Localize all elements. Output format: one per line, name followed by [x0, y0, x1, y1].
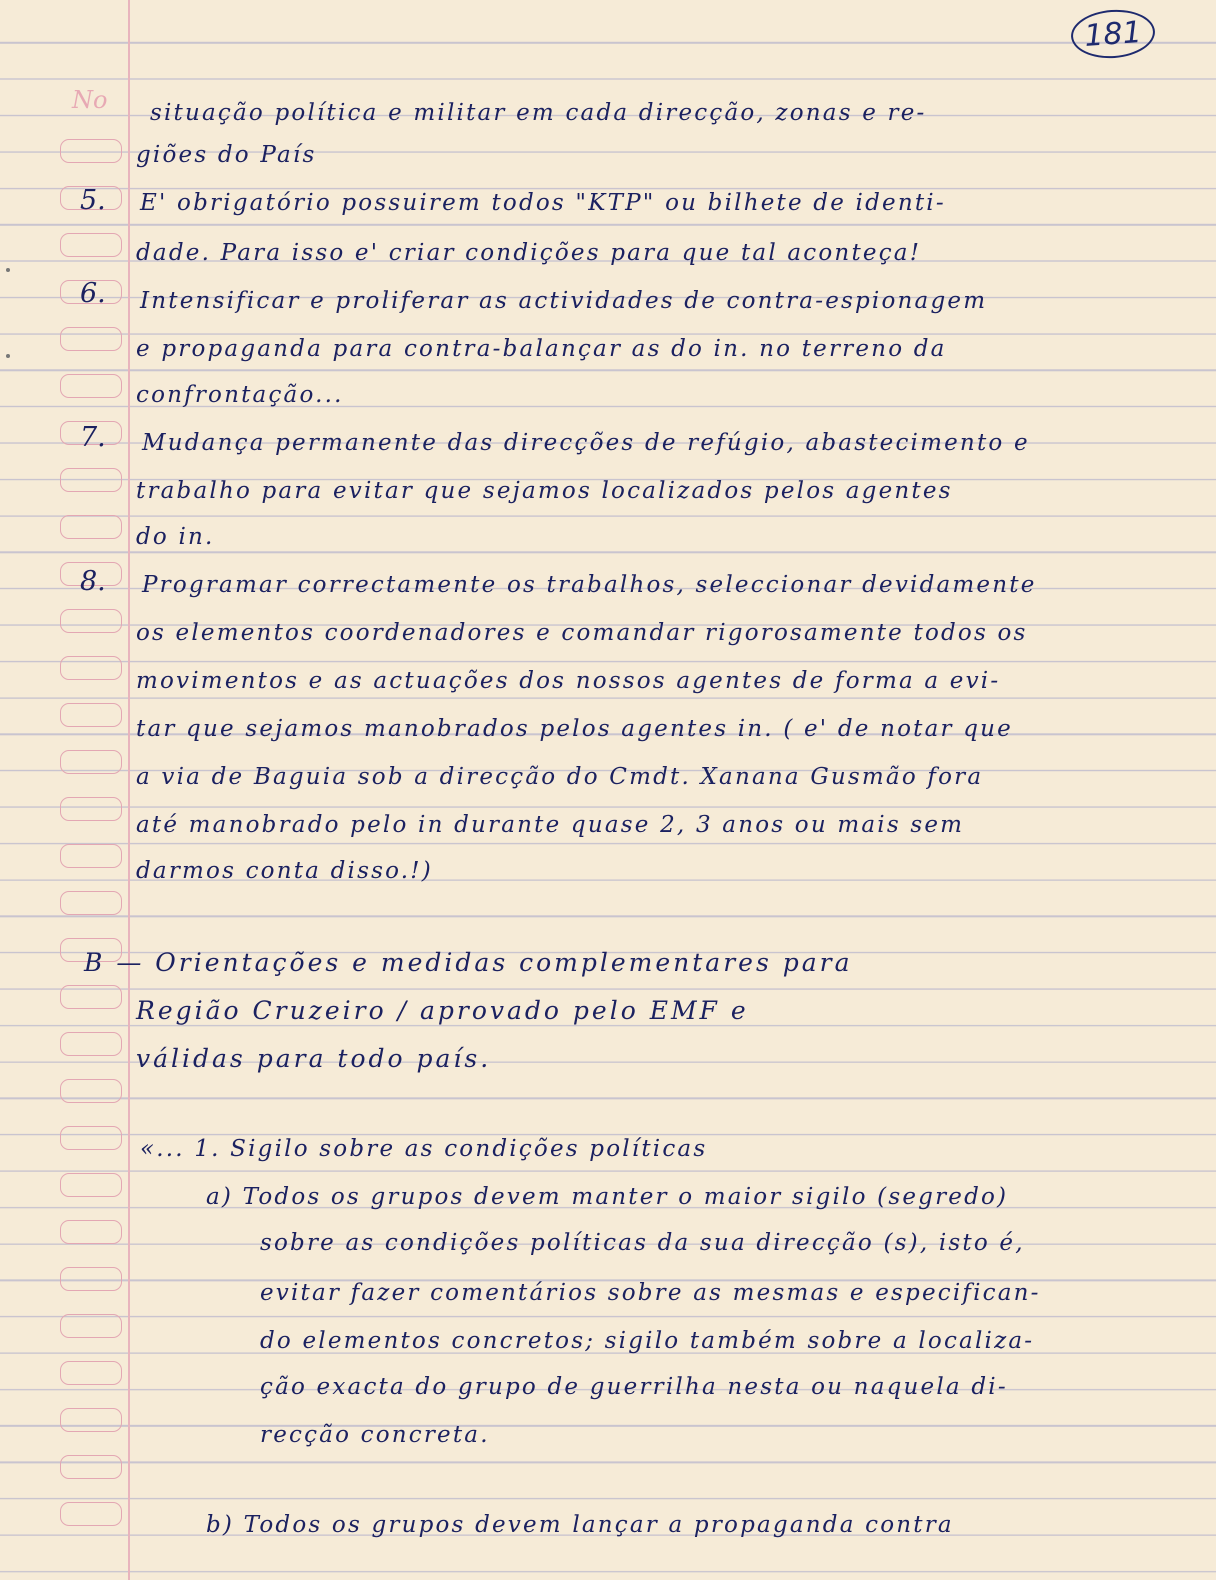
text-line: a via de Baguia sob a direcção do Cmdt. Xanana Gusmão fora: [136, 764, 984, 790]
margin-tab: [60, 1455, 122, 1479]
text-line: E' obrigatório possuirem todos "KTP" ou bilhete de identi-: [140, 190, 946, 216]
margin-tab: [60, 703, 122, 727]
text-line: movimentos e as actuações dos nossos agentes de forma a evi-: [136, 668, 1001, 694]
text-line: os elementos coordenadores e comandar rigorosamente todos os: [136, 620, 1028, 646]
text-line: do in.: [136, 524, 215, 550]
margin-tab: [60, 374, 122, 398]
margin-tab: [60, 797, 122, 821]
text-line: sobre as condições políticas da sua direcção (s), isto é,: [260, 1230, 1025, 1256]
item-number: 7.: [80, 422, 106, 453]
margin-tab: [60, 1126, 122, 1150]
text-line: dade. Para isso e' criar condições para que tal aconteça!: [136, 240, 922, 266]
margin-tab: [60, 1314, 122, 1338]
text-line: Mudança permanente das direcções de refúgio, abastecimento e: [142, 430, 1030, 456]
margin-mark: No: [72, 86, 108, 114]
margin-tab: [60, 609, 122, 633]
text-line: tar que sejamos manobrados pelos agentes in. ( e' de notar que: [136, 716, 1013, 742]
margin-tab: [60, 656, 122, 680]
text-line: a) Todos os grupos devem manter o maior sigilo (segredo): [206, 1184, 1009, 1210]
item-number: 8.: [80, 566, 106, 597]
margin-tab: [60, 1361, 122, 1385]
text-line: trabalho para evitar que sejamos localizados pelos agentes: [136, 478, 953, 504]
margin-tab: [60, 750, 122, 774]
margin-tab: [60, 515, 122, 539]
text-line: evitar fazer comentários sobre as mesmas e especifican-: [260, 1280, 1041, 1306]
section-heading: B — Orientações e medidas complementares para: [84, 948, 853, 977]
margin-tab: [60, 1173, 122, 1197]
text-line: e propaganda para contra-balançar as do in. no terreno da: [136, 336, 947, 362]
margin-tab: [60, 844, 122, 868]
margin-tab: [60, 1267, 122, 1291]
item-number: 5.: [80, 185, 106, 216]
text-line: situação política e militar em cada direcção, zonas e re-: [150, 100, 927, 126]
section-heading: válidas para todo país.: [136, 1044, 492, 1073]
binding-hole-dot: [6, 354, 10, 358]
margin-tab: [60, 327, 122, 351]
margin-tab: [60, 468, 122, 492]
margin-tab: [60, 1408, 122, 1432]
text-line: recção concreta.: [260, 1422, 490, 1448]
text-line: confrontação...: [136, 382, 344, 408]
text-line: Programar correctamente os trabalhos, seleccionar devidamente: [142, 572, 1037, 598]
margin-tab: [60, 1079, 122, 1103]
margin-tab: [60, 1502, 122, 1526]
margin-tab: [60, 1032, 122, 1056]
text-line: ção exacta do grupo de guerrilha nesta ou naquela di-: [260, 1374, 1008, 1400]
text-line: até manobrado pelo in durante quase 2, 3 anos ou mais sem: [136, 812, 965, 838]
text-line: darmos conta disso.!): [136, 858, 433, 884]
text-line: Intensificar e proliferar as actividades de contra-espionagem: [140, 288, 988, 314]
text-line: giões do País: [136, 142, 317, 168]
text-line: b) Todos os grupos devem lançar a propaganda contra: [206, 1512, 954, 1538]
margin-tab: [60, 1220, 122, 1244]
text-line: do elementos concretos; sigilo também sobre a localiza-: [260, 1328, 1035, 1354]
section-heading: Região Cruzeiro / aprovado pelo EMF e: [136, 996, 749, 1025]
page-number: 181: [1069, 7, 1156, 61]
margin-tabs: [0, 0, 130, 1580]
margin-tab: [60, 233, 122, 257]
margin-tab: [60, 139, 122, 163]
binding-hole-dot: [6, 268, 10, 272]
margin-tab: [60, 985, 122, 1009]
margin-tab: [60, 891, 122, 915]
text-line: «... 1. Sigilo sobre as condições políticas: [140, 1136, 708, 1162]
item-number: 6.: [80, 278, 106, 309]
